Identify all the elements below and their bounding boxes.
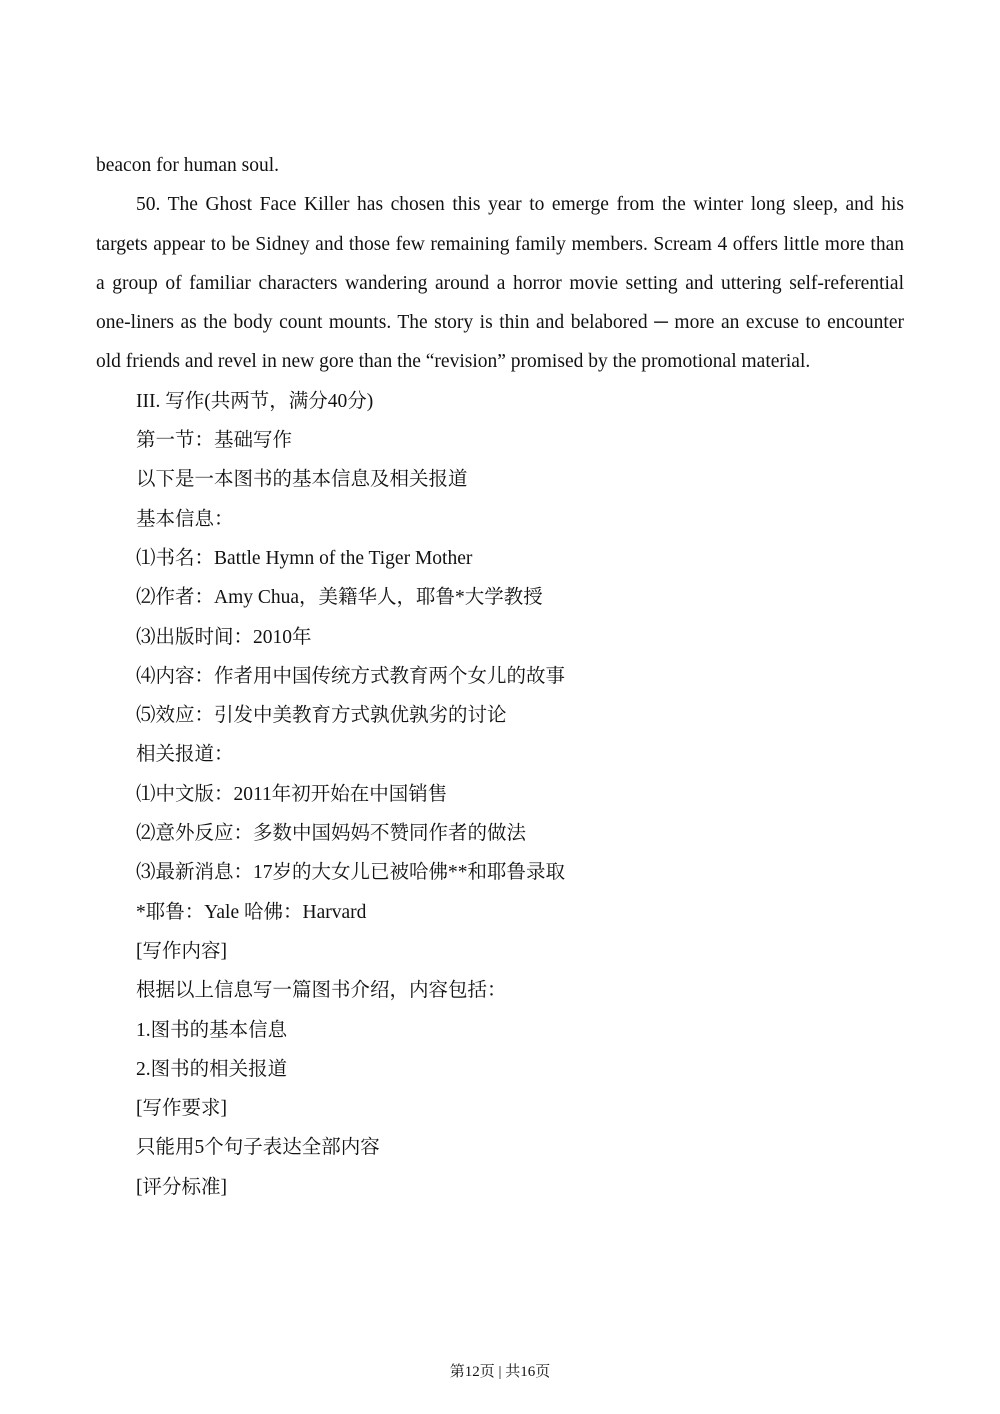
writing-content-label: [写作内容]: [136, 940, 227, 962]
writing-requirements-text: 只能用5个句子表达全部内容: [136, 1137, 380, 1159]
basic-info-item: ⑸效应：引发中美教育方式孰优孰劣的讨论: [136, 705, 507, 727]
writing-content-instruction: 根据以上信息写一篇图书介绍，内容包括：: [136, 980, 507, 1002]
item-50-paragraph: 50. The Ghost Face Killer has chosen this year to emerge from the winter long sleep, and his targets appear to be Sidney and those few remaining family members. Scream 4 offers little more than a group of familiar characters wandering around a horror movie setting and uttering self-referential one-liners as the body count mounts. The story is thin and belabored ─ more an excuse to encounter old friends and revel in new gore than the “revision” promised by the promotional material.: [96, 194, 904, 373]
related-report-item: ⑶最新消息：17岁的大女儿已被哈佛**和耶鲁录取: [136, 862, 566, 884]
grading-criteria-label: [评分标准]: [136, 1176, 227, 1198]
writing-content-item: 2.图书的相关报道: [136, 1058, 288, 1080]
basic-info-item: ⑵作者：Amy Chua，美籍华人，耶鲁*大学教授: [136, 587, 543, 609]
footnote: *耶鲁：Yale 哈佛：Harvard: [136, 901, 367, 923]
page-footer: [0, 1362, 1000, 1382]
intro-text: 以下是一本图书的基本信息及相关报道: [136, 469, 468, 491]
related-report-item: ⑴中文版：2011年初开始在中国销售: [136, 783, 448, 805]
writing-content-item: 1.图书的基本信息: [136, 1019, 288, 1041]
section-heading: III. 写作(共两节，满分40分): [136, 390, 374, 412]
subsection-heading: 第一节：基础写作: [136, 430, 293, 452]
basic-info-label: 基本信息：: [136, 508, 234, 530]
basic-info-item: ⑶出版时间：2010年: [136, 626, 312, 648]
related-report-item: ⑵意外反应：多数中国妈妈不赞同作者的做法: [136, 823, 527, 845]
page-number: 第12页 | 共16页: [449, 1364, 551, 1380]
basic-info-item: ⑷内容：作者用中国传统方式教育两个女儿的故事: [136, 665, 566, 687]
page-content: [96, 146, 904, 1207]
writing-requirements-label: [写作要求]: [136, 1098, 227, 1120]
basic-info-item: ⑴书名：Battle Hymn of the Tiger Mother: [136, 547, 473, 569]
related-reports-label: 相关报道：: [136, 744, 234, 766]
continued-text: beacon for human soul.: [96, 155, 280, 176]
